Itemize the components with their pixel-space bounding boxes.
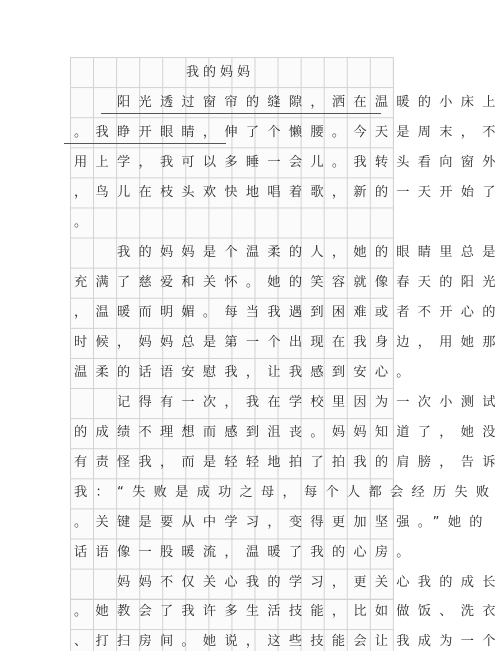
essay-line-18: 。她教会了我许多生活技能，比如做饭、洗衣	[74, 604, 504, 619]
essay-line-5: 。	[74, 215, 96, 230]
essay-line-1: 阳光透过窗帘的缝隙，洒在温暖的小床上	[74, 95, 504, 110]
essay-line-19: 、打扫房间。她说，这些技能会让我成为一个	[74, 634, 504, 649]
red-underline-2	[64, 143, 226, 144]
essay-line-14: 我：“失败是成功之母，每个人都会经历失败	[74, 485, 498, 500]
essay-line-12: 的成绩不理想而感到沮丧。妈妈知道了，她没	[74, 425, 504, 440]
essay-line-4: ，鸟儿在枝头欢快地唱着歌，新的一天开始了	[74, 185, 504, 200]
essay-title: 我的妈妈	[186, 65, 255, 80]
essay-line-2: 。我睁开眼睛，伸了个懒腰。今天是周末，不	[74, 125, 504, 140]
essay-line-13: 有责怪我，而是轻轻地拍了拍我的肩膀，告诉	[74, 455, 504, 470]
essay-line-11: 记得有一次，我在学校里因为一次小测试	[74, 395, 504, 410]
essay-line-6: 我的妈妈是个温柔的人，她的眼睛里总是	[74, 245, 504, 260]
essay-line-10: 温柔的话语安慰我，让我感到安心。	[74, 365, 418, 380]
essay-line-7: 充满了慈爱和关怀。她的笑容就像春天的阳光	[74, 275, 504, 290]
essay-line-9: 时候，妈妈总是第一个出现在我身边，用她那	[74, 335, 504, 350]
essay-grid-paper	[70, 57, 504, 600]
essay-line-16: 话语像一股暖流，温暖了我的心房。	[74, 545, 418, 560]
essay-line-3: 用上学，我可以多睡一会儿。我转头看向窗外	[74, 155, 504, 170]
red-underline-1	[101, 113, 381, 114]
essay-grid-paper-continued	[70, 599, 504, 651]
essay-line-8: ，温暖而明媚。每当我遇到困难或者不开心的	[74, 305, 504, 320]
essay-line-17: 妈妈不仅关心我的学习，更关心我的成长	[74, 575, 504, 590]
essay-line-15: 。关键是要从中学习，变得更加坚强。”她的	[74, 515, 491, 530]
